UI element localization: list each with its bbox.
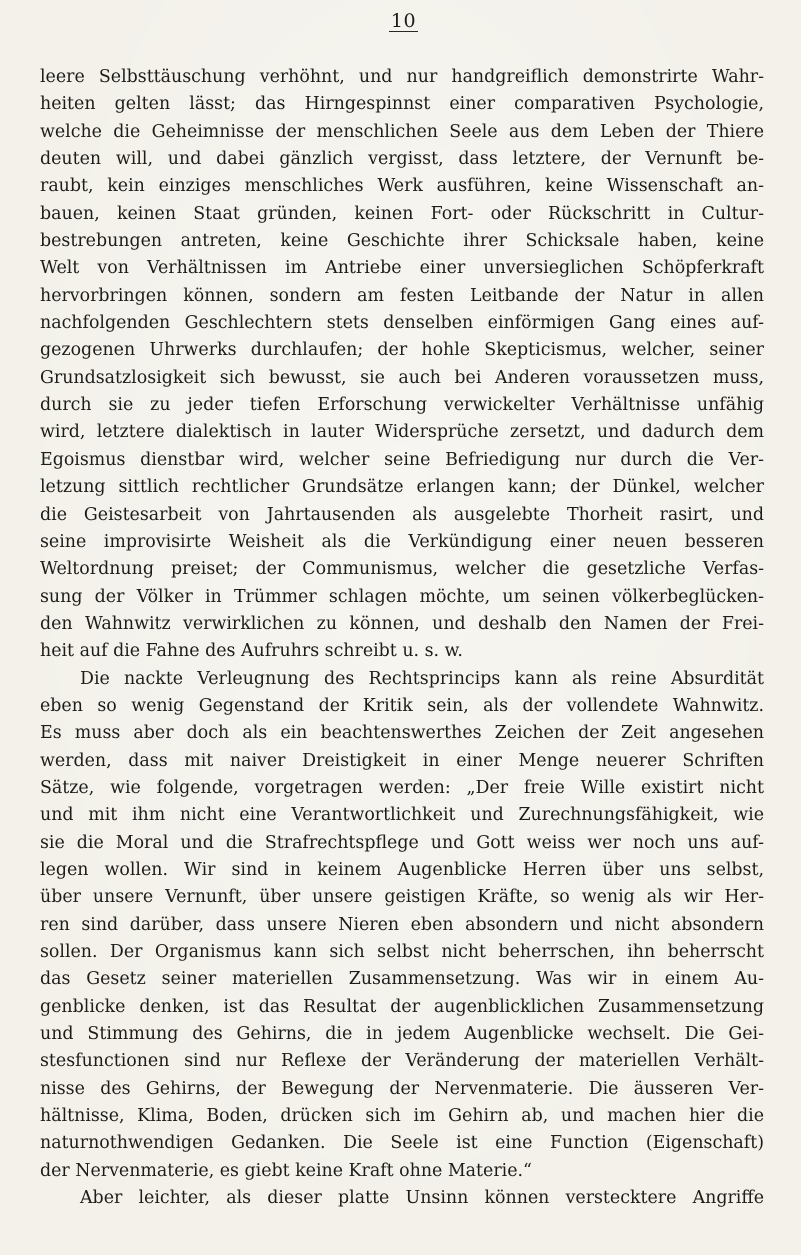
paragraph-start-line: Die nackte Verleugnung des Rechtsprincips kann als reine Absurdität (80, 668, 764, 689)
text-line: den Wahnwitz verwirklichen zu können, und deshalb den Namen der Frei- (40, 613, 764, 634)
text-line: Grundsatzlosigkeit sich bewusst, sie auch bei Anderen voraussetzen muss, (40, 367, 764, 388)
text-line: bestrebungen antreten, keine Geschichte ihrer Schicksale haben, keine (40, 231, 764, 252)
text-line: ren sind darüber, dass unsere Nieren eben absondern und nicht absondern (40, 914, 764, 935)
text-line: deuten will, und dabei gänzlich vergisst, dass letztere, der Vernunft be- (40, 149, 764, 170)
text-line: stesfunctionen sind nur Reflexe der Veränderung der materiellen Verhält- (40, 1051, 764, 1072)
text-line: raubt, kein einziges menschliches Werk ausführen, keine Wissenschaft an- (40, 176, 764, 197)
text-line: wird, letztere dialektisch in lauter Widersprüche zersetzt, und dadurch dem (40, 422, 764, 443)
paragraph-start-line: Aber leichter, als dieser platte Unsinn können verstecktere Angriffe (80, 1188, 764, 1209)
text-line: bauen, keinen Staat gründen, keinen Fort- oder Rückschritt in Cultur- (40, 203, 764, 224)
text-line: sie die Moral und die Strafrechtspflege und Gott weiss wer noch uns auf- (40, 832, 764, 853)
text-line: Weltordnung preiset; der Communismus, welcher die gesetzliche Verfas- (40, 559, 764, 580)
text-line: das Gesetz seiner materiellen Zusammensetzung. Was wir in einem Au- (40, 969, 764, 990)
text-line: nachfolgenden Geschlechtern stets denselben einförmigen Gang eines auf- (40, 313, 764, 334)
text-line: hervorbringen können, sondern am festen Leitbande der Natur in allen (40, 285, 764, 306)
text-line: naturnothwendigen Gedanken. Die Seele ist eine Function (Eigenschaft) (40, 1133, 764, 1154)
page-number (0, 10, 801, 32)
text-line: die Geistesarbeit von Jahrtausenden als ausgelebte Thorheit rasirt, und (40, 504, 764, 525)
text-line: legen wollen. Wir sind in keinem Augenblicke Herren über uns selbst, (40, 859, 764, 880)
paragraph-end-line: der Nervenmaterie, es giebt keine Kraft ohne Materie.“ (40, 1160, 532, 1181)
text-line: Sätze, wie folgende, vorgetragen werden: „Der freie Wille existirt nicht (40, 777, 764, 798)
text-line: heiten gelten lässt; das Hirngespinnst einer comparativen Psychologie, (40, 94, 764, 115)
text-line: sung der Völker in Trümmer schlagen möchte, um seinen völkerbeglücken- (40, 586, 764, 607)
text-line: über unsere Vernunft, über unsere geistigen Kräfte, so wenig als wir Her- (40, 887, 764, 908)
text-line: nisse des Gehirns, der Bewegung der Nervenmaterie. Die äusseren Ver- (40, 1078, 764, 1099)
text-line: letzung sittlich rechtlicher Grundsätze erlangen kann; der Dünkel, welcher (40, 477, 764, 498)
text-line: werden, dass mit naiver Dreistigkeit in einer Menge neuerer Schriften (40, 750, 764, 771)
text-line: welche die Geheimnisse der menschlichen Seele aus dem Leben der Thiere (40, 121, 764, 142)
text-line: und mit ihm nicht eine Verantwortlichkeit und Zurechnungsfähigkeit, wie (40, 805, 764, 826)
text-line: Es muss aber doch als ein beachtenswerthes Zeichen der Zeit angesehen (40, 723, 764, 744)
text-line: hältnisse, Klima, Boden, drücken sich im Gehirn ab, und machen hier die (40, 1106, 764, 1127)
text-line: und Stimmung des Gehirns, die in jedem Augenblicke wechselt. Die Gei- (40, 1024, 764, 1045)
body-text (40, 64, 764, 1212)
text-line: durch sie zu jeder tiefen Erforschung verwickelter Verhältnisse unfähig (40, 395, 764, 416)
text-line: Welt von Verhältnissen im Antriebe einer unversieglichen Schöpferkraft (40, 258, 764, 279)
text-line: leere Selbsttäuschung verhöhnt, und nur handgreiflich demonstrirte Wahr- (40, 67, 764, 87)
page-number-text: 10 (390, 10, 417, 32)
text-line: gezogenen Uhrwerks durchlaufen; der hohle Skepticismus, welcher, seiner (40, 340, 764, 361)
text-line: genblicke denken, ist das Resultat der augenblicklichen Zusammensetzung (40, 996, 764, 1017)
text-line: sollen. Der Organismus kann sich selbst nicht beherrschen, ihn beherrscht (40, 942, 764, 962)
text-line: Egoismus dienstbar wird, welcher seine Befriedigung nur durch die Ver- (40, 449, 764, 470)
text-line: eben so wenig Gegenstand der Kritik sein, als der vollendete Wahnwitz. (40, 695, 764, 716)
text-line: seine improvisirte Weisheit als die Verkündigung einer neuen besseren (40, 531, 764, 552)
paragraph-end-line: heit auf die Fahne des Aufruhrs schreibt u. s. w. (40, 641, 463, 662)
